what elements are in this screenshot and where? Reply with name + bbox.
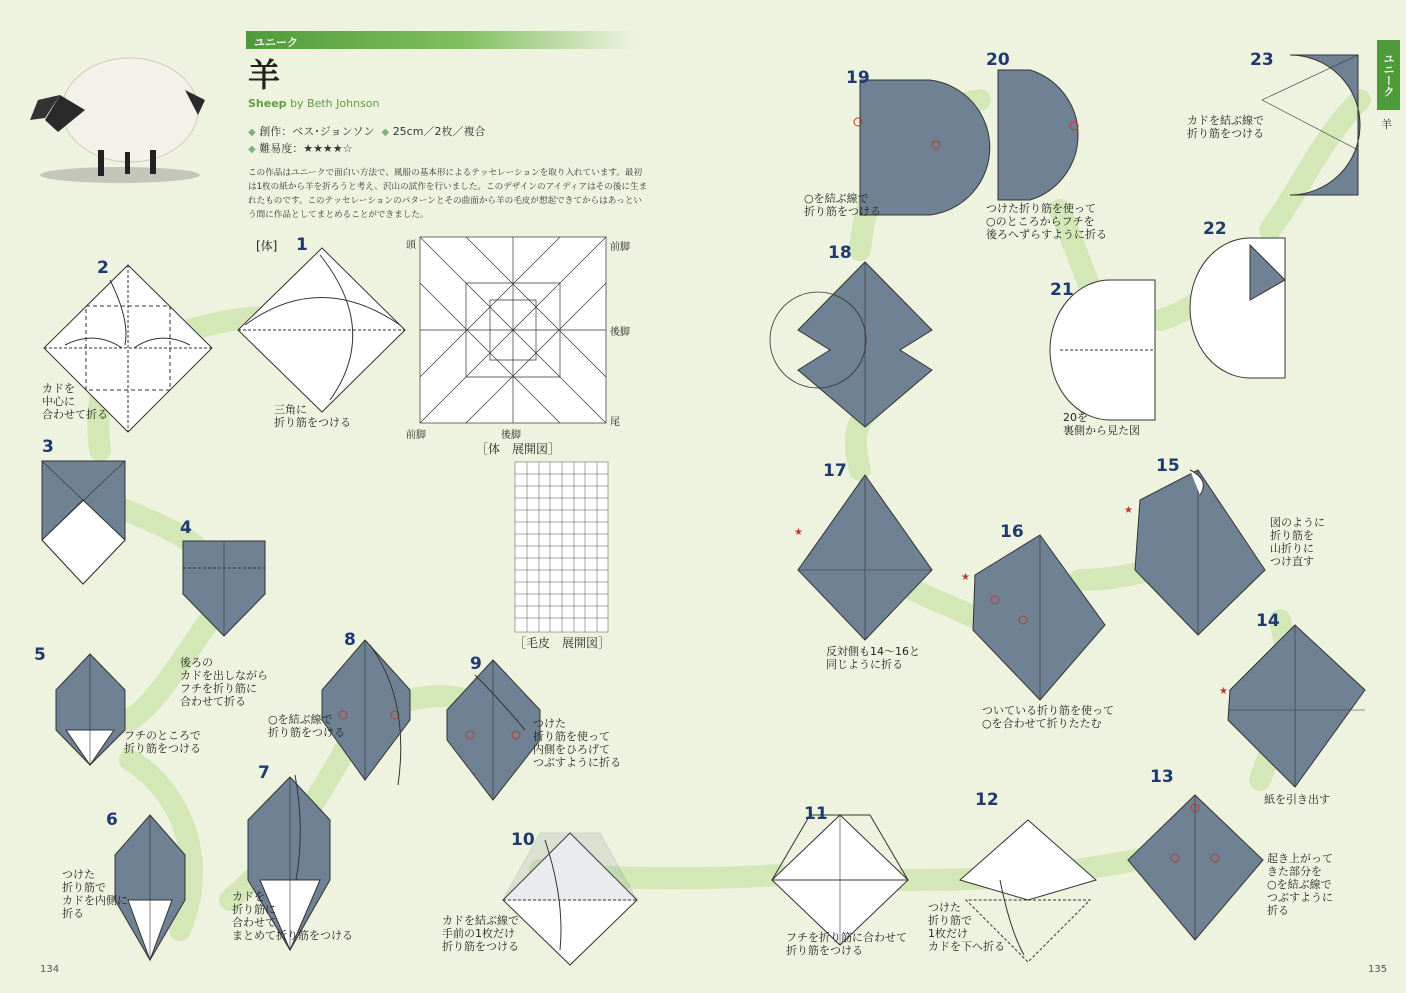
category-label: ユニーク bbox=[254, 36, 298, 49]
step-text: 反対側も14〜16と 同じように折る bbox=[826, 645, 920, 671]
diamond-icon: ◆ bbox=[381, 127, 390, 138]
body-cp-caption: ［体 展開図］ bbox=[476, 442, 561, 456]
step-number: 7 bbox=[258, 763, 270, 783]
svg-text:★: ★ bbox=[1219, 686, 1228, 697]
category-bar bbox=[246, 31, 636, 49]
fur-cp-caption: ［毛皮 展開図］ bbox=[514, 636, 611, 650]
body-crease-pattern bbox=[420, 237, 606, 423]
step-number: 4 bbox=[180, 518, 192, 538]
step14-diagram bbox=[1228, 625, 1365, 787]
step-number: 11 bbox=[804, 804, 828, 824]
step-text: ○を結ぶ線で 折り筋をつける bbox=[804, 192, 881, 218]
step-text: 起き上がって きた部分を ○を結ぶ線で つぶすように 折る bbox=[1267, 852, 1333, 917]
step-number: 3 bbox=[42, 437, 54, 457]
svg-text:★: ★ bbox=[961, 572, 970, 583]
fur-crease-pattern bbox=[515, 462, 608, 632]
step-number: 8 bbox=[344, 630, 356, 650]
step3-diagram bbox=[42, 461, 125, 584]
step20-diagram bbox=[998, 70, 1078, 200]
step-number: 18 bbox=[828, 243, 852, 263]
step5-diagram bbox=[56, 654, 125, 765]
step-text: フチを折り筋に合わせて 折り筋をつける bbox=[786, 931, 907, 957]
step17-diagram bbox=[798, 475, 932, 640]
step15-diagram bbox=[1135, 470, 1265, 635]
step-text: つけた折り筋を使って ○のところからフチを 後ろへずらすように折る bbox=[986, 202, 1107, 241]
description: この作品はユニークで面白い方法で、風船の基本形によるテッセレーションを取り入れています。最初は1枚の紙から羊を折ろうと考え、沢山の試作を行いました。このデザインのアイディアはその後に生まれたものです。このテッセレーションのパターンとその曲面から羊の毛皮が想起できてからはあっという間に作品としてまとめることができました。 bbox=[248, 168, 648, 220]
step-text: 後ろの カドを出しながら フチを折り筋に 合わせて折る bbox=[180, 656, 268, 708]
step-text: カドを結ぶ線で 折り筋をつける bbox=[1187, 114, 1264, 140]
paper-label: 25cm／2枚／複合 bbox=[392, 125, 486, 138]
step-number: 19 bbox=[846, 68, 870, 88]
step-text: つけた 折り筋で カドを内側に 折る bbox=[62, 868, 128, 920]
page-title: 羊 bbox=[248, 56, 281, 94]
step13-diagram bbox=[1128, 795, 1263, 940]
step-text: カドを 中心に 合わせて折る bbox=[42, 382, 108, 421]
step-number: 23 bbox=[1250, 50, 1274, 70]
step-number: 6 bbox=[106, 810, 118, 830]
diamond-icon: ◆ bbox=[248, 144, 256, 155]
step-number: 21 bbox=[1050, 280, 1074, 300]
step-number: 13 bbox=[1150, 767, 1174, 787]
side-tab-category: ユニーク bbox=[1377, 40, 1400, 110]
step-number: 17 bbox=[823, 461, 847, 481]
step-text: 20を 裏側から見た図 bbox=[1063, 411, 1140, 437]
step-number: 9 bbox=[470, 654, 482, 674]
cp-head: 頭 bbox=[406, 240, 416, 251]
cp-front-leg-tr: 前脚 bbox=[610, 242, 630, 253]
cp-tail: 尾 bbox=[610, 417, 620, 428]
step-text: 三角に 折り筋をつける bbox=[274, 403, 351, 429]
step-text: ついている折り筋を使って ○を合わせて折りたたむ bbox=[982, 704, 1114, 730]
step10-diagram bbox=[503, 833, 637, 965]
sheep-photo-frame bbox=[0, 0, 224, 216]
step-number: 12 bbox=[975, 790, 999, 810]
body-label: [体] bbox=[256, 239, 278, 253]
step-number: 1 bbox=[296, 235, 308, 255]
cp-back-leg-b: 後脚 bbox=[501, 430, 521, 441]
step-text: 紙を引き出す bbox=[1264, 793, 1330, 806]
step-text: 図のように 折り筋を 山折りに つけ直す bbox=[1270, 516, 1325, 568]
step22-diagram bbox=[1190, 238, 1285, 378]
subtitle-en: Sheep bbox=[248, 97, 287, 110]
diamond-icon: ◆ bbox=[248, 127, 256, 138]
meta-row-2 bbox=[248, 141, 353, 158]
step-number: 16 bbox=[1000, 522, 1024, 542]
svg-text:★: ★ bbox=[1124, 505, 1133, 516]
step-number: 2 bbox=[97, 258, 109, 278]
step-number: 5 bbox=[34, 645, 46, 665]
step-text: ○を結ぶ線で 折り筋をつける bbox=[268, 713, 345, 739]
step-text: フチのところで 折り筋をつける bbox=[124, 729, 201, 755]
step-number: 14 bbox=[1256, 611, 1280, 631]
cp-back-leg-r: 後脚 bbox=[610, 327, 630, 338]
step-number: 15 bbox=[1156, 456, 1180, 476]
step9-diagram bbox=[447, 660, 540, 800]
step11-diagram bbox=[772, 815, 908, 945]
svg-text:★: ★ bbox=[794, 527, 803, 538]
subtitle-by: by Beth Johnson bbox=[290, 97, 380, 110]
step-number: 22 bbox=[1203, 219, 1227, 239]
step-number: 20 bbox=[986, 50, 1010, 70]
step-text: カドを結ぶ線で 手前の1枚だけ 折り筋をつける bbox=[442, 914, 519, 953]
step16-diagram bbox=[973, 535, 1105, 700]
step-text: カドを 折り筋に 合わせて まとめて折り筋をつける bbox=[232, 890, 353, 942]
step-text: つけた 折り筋を使って 内側をひろげて つぶすように折る bbox=[533, 717, 621, 769]
subtitle bbox=[248, 97, 380, 110]
meta-row-1 bbox=[248, 124, 485, 141]
step18-diagram bbox=[770, 262, 932, 427]
step21-diagram bbox=[1050, 280, 1155, 420]
page-number-left: 134 bbox=[40, 964, 60, 975]
difficulty-label: 難易度：★★★★☆ bbox=[259, 142, 353, 155]
cp-front-leg-bl: 前脚 bbox=[406, 430, 426, 441]
side-tab-title: 羊 bbox=[1381, 118, 1392, 131]
step-number: 10 bbox=[511, 830, 535, 850]
step-text: つけた 折り筋で 1枚だけ カドを下へ折る bbox=[928, 901, 1005, 953]
author-label: 創作：ベス･ジョンソン bbox=[259, 125, 375, 138]
step1-diagram bbox=[238, 248, 405, 412]
page-number-right: 135 bbox=[1368, 964, 1388, 975]
